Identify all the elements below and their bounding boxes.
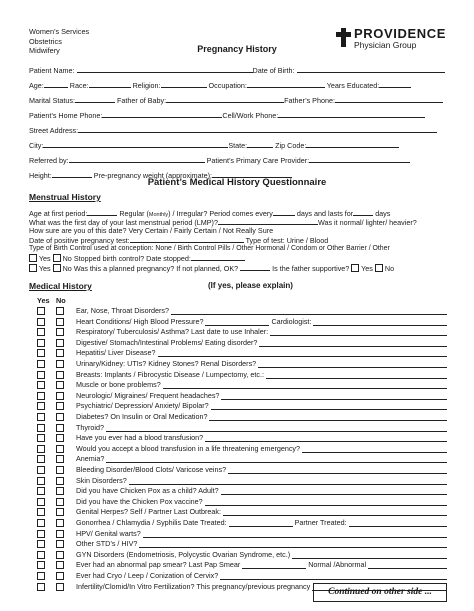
item-label: Muscle or bone problems? xyxy=(76,380,161,390)
answer-line[interactable] xyxy=(158,356,447,357)
years-educated-field[interactable] xyxy=(379,80,411,88)
department-line: Midwifery xyxy=(29,46,60,56)
label: Yes xyxy=(38,254,51,263)
medical-history-item xyxy=(76,582,310,592)
answer-line[interactable] xyxy=(221,399,447,400)
label: Father’s Phone: xyxy=(284,96,335,105)
yes-checkbox[interactable] xyxy=(37,307,45,315)
medical-history-item xyxy=(76,486,219,496)
item-label: Bleeding Disorder/Blood Clots/ Varicose veins? xyxy=(76,465,227,474)
label: days and lasts for xyxy=(296,209,354,218)
label: Yes xyxy=(361,264,373,273)
no-checkbox[interactable] xyxy=(56,519,64,527)
planned-ok-field[interactable] xyxy=(240,263,270,271)
department-line: Obstetrics xyxy=(29,36,62,46)
answer-line[interactable] xyxy=(211,409,447,410)
answer-line[interactable] xyxy=(139,547,447,548)
marital-status-field[interactable] xyxy=(75,95,115,103)
label: days xyxy=(375,209,391,218)
label: Age: xyxy=(29,81,44,90)
yes-checkbox[interactable] xyxy=(37,328,45,336)
item-label: Urinary/Kidney: UTIs? Kidney Stones? Renal Disorders? xyxy=(76,359,257,368)
label: Patient Name: xyxy=(29,66,75,75)
item-label: Respiratory/ Tuberculosis/ Asthma? Last date to use Inhaler: xyxy=(76,327,269,337)
positive-test-date-field[interactable] xyxy=(130,235,244,243)
street-address-field[interactable] xyxy=(78,125,437,133)
medical-history-item xyxy=(76,348,156,358)
label: Yes xyxy=(38,264,51,273)
medical-history-item xyxy=(76,550,290,560)
no-checkbox[interactable] xyxy=(375,264,383,272)
yes-checkbox[interactable] xyxy=(37,445,45,453)
medical-history-item xyxy=(76,338,257,348)
label: Cell/Work Phone: xyxy=(222,111,279,120)
yes-checkbox[interactable] xyxy=(37,477,45,485)
no-checkbox[interactable] xyxy=(56,360,64,368)
label: Marital Status: xyxy=(29,96,75,105)
item-label: Gonorrhea / Chlamydia / Syphilis Date Treated: xyxy=(76,518,227,527)
answer-line[interactable] xyxy=(313,325,447,326)
label: City: xyxy=(29,141,44,150)
yes-checkbox[interactable] xyxy=(37,508,45,516)
item-label: Thyroid? xyxy=(76,422,104,432)
yes-checkbox[interactable] xyxy=(37,349,45,357)
answer-line[interactable] xyxy=(270,335,447,336)
yes-checkbox[interactable] xyxy=(37,487,45,495)
label: Street Address: xyxy=(29,126,79,135)
religion-field[interactable] xyxy=(161,80,207,88)
medical-history-item xyxy=(76,518,347,528)
medical-history-item xyxy=(76,317,311,327)
father-phone-field[interactable] xyxy=(335,95,443,103)
medical-history-item xyxy=(76,560,366,570)
no-checkbox[interactable] xyxy=(56,339,64,347)
label: ) / Irregular? Period comes every xyxy=(168,209,273,218)
yes-checkbox[interactable] xyxy=(37,339,45,347)
no-checkbox[interactable] xyxy=(56,349,64,357)
label: Referred by: xyxy=(29,156,69,165)
answer-line[interactable] xyxy=(229,526,293,527)
primary-care-provider-field[interactable] xyxy=(309,155,410,163)
medical-history-item xyxy=(76,306,169,316)
referred-by-field[interactable] xyxy=(69,155,205,163)
street-row xyxy=(29,125,437,136)
menstrual-row-7 xyxy=(29,263,394,274)
race-field[interactable] xyxy=(89,80,131,88)
page-title: Pregnancy History xyxy=(197,44,277,54)
medical-history-item xyxy=(76,529,141,539)
item-label: Cardiologist: xyxy=(271,316,312,326)
marital-row xyxy=(29,95,443,106)
item-label: Did you have the Chicken Pox vaccine? xyxy=(76,496,203,506)
answer-line[interactable] xyxy=(349,526,447,527)
father-of-baby-field[interactable] xyxy=(166,95,284,103)
item-label: Heart Conditions/ High Blood Pressure? xyxy=(76,316,204,326)
item-label: Have you ever had a blood transfusion? xyxy=(76,433,204,443)
answer-line[interactable] xyxy=(258,367,447,368)
yes-checkbox[interactable] xyxy=(37,530,45,538)
label: Was it normal/ lighter/ heavier? xyxy=(317,218,417,227)
yes-checkbox[interactable] xyxy=(37,572,45,580)
yes-checkbox[interactable] xyxy=(29,264,37,272)
medical-history-item xyxy=(76,412,207,422)
no-checkbox[interactable] xyxy=(56,455,64,463)
item-label: GYN Disorders (Endometriosis, Polycystic Ovarian Syndrome, etc.) xyxy=(76,549,291,559)
yes-checkbox[interactable] xyxy=(37,561,45,569)
medical-history-item xyxy=(76,507,221,517)
label: Regular ( xyxy=(119,209,149,218)
answer-line[interactable] xyxy=(106,462,447,463)
no-checkbox[interactable] xyxy=(56,508,64,516)
answer-line[interactable] xyxy=(242,568,306,569)
yes-column-header: Yes xyxy=(37,296,50,305)
item-label: Infertility/Clomid/In Vitro Fertilization? This pregnancy/previous pregnancy xyxy=(76,581,311,591)
answer-line[interactable] xyxy=(171,314,447,315)
department-line: Women’s Services xyxy=(29,27,90,36)
answer-line[interactable] xyxy=(368,568,447,569)
label: State: xyxy=(228,141,248,150)
cycle-days-field[interactable] xyxy=(273,208,295,216)
label: No xyxy=(384,264,395,273)
yes-checkbox[interactable] xyxy=(37,360,45,368)
item-label: Would you accept a blood transfusion in a life threatening emergency? xyxy=(76,443,301,453)
label: Age at first period: xyxy=(29,209,88,218)
no-checkbox[interactable] xyxy=(56,413,64,421)
no-checkbox[interactable] xyxy=(56,328,64,336)
age-field[interactable] xyxy=(44,80,68,88)
medical-history-item xyxy=(76,370,264,380)
patient-name-field[interactable] xyxy=(77,65,253,73)
referred-row xyxy=(29,155,410,166)
medical-history-item xyxy=(76,476,127,486)
yes-checkbox[interactable] xyxy=(37,519,45,527)
yes-checkbox[interactable] xyxy=(37,402,45,410)
no-checkbox[interactable] xyxy=(56,530,64,538)
yes-checkbox[interactable] xyxy=(37,413,45,421)
no-checkbox[interactable] xyxy=(56,318,64,326)
answer-line[interactable] xyxy=(266,378,447,379)
yes-checkbox[interactable] xyxy=(37,455,45,463)
label: Height: xyxy=(29,171,52,180)
label: Stopped birth control? Date stopped: xyxy=(73,254,191,263)
no-checkbox[interactable] xyxy=(56,583,64,591)
no-checkbox[interactable] xyxy=(56,424,64,432)
no-checkbox[interactable] xyxy=(53,264,61,272)
item-label: HPV/ Genital warts? xyxy=(76,528,141,538)
item-label: Did you have Chicken Pox as a child? Adult? xyxy=(76,486,219,496)
label: No xyxy=(62,264,72,273)
answer-line[interactable] xyxy=(143,537,447,538)
medical-history-item xyxy=(76,380,161,390)
item-label: Ever had Cryo / Leep / Conization of Cervix? xyxy=(76,571,219,580)
yes-checkbox[interactable] xyxy=(37,371,45,379)
yes-checkbox[interactable] xyxy=(351,264,359,272)
item-label: Ever had an abnormal pap smear? Last Pap Smear xyxy=(76,560,241,570)
answer-line[interactable] xyxy=(163,388,447,389)
zip-code-field[interactable] xyxy=(306,140,399,148)
medical-history-item xyxy=(76,423,104,433)
medical-history-item xyxy=(76,497,203,507)
date-of-birth-field[interactable] xyxy=(297,65,445,73)
no-checkbox[interactable] xyxy=(56,466,64,474)
cell-phone-field[interactable] xyxy=(278,110,425,118)
item-label: Hepatitis/ Liver Disease? xyxy=(76,348,156,358)
yes-checkbox[interactable] xyxy=(37,392,45,400)
medical-history-item xyxy=(76,454,104,464)
demographics-row xyxy=(29,80,411,91)
label: Pre-pregnancy weight (approximate): xyxy=(93,171,213,180)
label: Occupation: xyxy=(208,81,247,90)
label: Zip Code: xyxy=(275,141,307,150)
medical-history-item xyxy=(76,391,219,401)
no-checkbox[interactable] xyxy=(56,445,64,453)
label: Patient’s Primary Care Provider: xyxy=(206,156,310,165)
answer-line[interactable] xyxy=(209,420,447,421)
answer-line[interactable] xyxy=(292,558,447,559)
occupation-field[interactable] xyxy=(247,80,325,88)
answer-line[interactable] xyxy=(228,473,447,474)
medical-history-heading: Medical History xyxy=(29,281,92,291)
phone-row xyxy=(29,110,425,121)
answer-line[interactable] xyxy=(220,579,447,580)
medical-history-item xyxy=(76,433,203,443)
medical-history-item xyxy=(76,359,256,369)
answer-line[interactable] xyxy=(205,505,447,506)
item-label: Other STD’s / HIV? xyxy=(76,539,138,549)
medical-history-item xyxy=(76,539,137,549)
medical-history-item xyxy=(76,465,226,475)
menstrual-row-5: Type of Birth Control used at conception: None / Birth Control Pills / Other Hormonal / Condom or Other Barrier / Other xyxy=(29,245,390,252)
answer-line[interactable] xyxy=(106,431,447,432)
state-field[interactable] xyxy=(247,140,273,148)
menstrual-row-3: How sure are you of this date? Very Certain / Fairly Certain / Not Really Sure xyxy=(29,226,274,235)
item-label: Psychiatric/ Depression/ Anxiety/ Bipolar? xyxy=(76,401,209,411)
no-checkbox[interactable] xyxy=(56,402,64,410)
yes-checkbox[interactable] xyxy=(37,583,45,591)
no-checkbox[interactable] xyxy=(56,381,64,389)
yes-checkbox[interactable] xyxy=(37,498,45,506)
logo-name: PROVIDENCE xyxy=(354,26,446,41)
item-label: Ear, Nose, Throat Disorders? xyxy=(76,306,169,315)
no-checkbox[interactable] xyxy=(56,572,64,580)
no-checkbox[interactable] xyxy=(56,371,64,379)
no-checkbox[interactable] xyxy=(56,434,64,442)
no-checkbox[interactable] xyxy=(56,551,64,559)
yes-checkbox[interactable] xyxy=(29,254,37,262)
yes-checkbox[interactable] xyxy=(37,551,45,559)
item-label: Normal /Abnormal xyxy=(308,560,367,570)
label: Date of positive pregnancy test: xyxy=(29,236,130,245)
answer-line[interactable] xyxy=(259,346,447,347)
yes-checkbox[interactable] xyxy=(37,434,45,442)
item-label: Breasts: Implants / Fibrocystic Disease / Lumpectomy, etc.: xyxy=(76,369,265,379)
medical-history-item xyxy=(76,327,268,337)
no-checkbox[interactable] xyxy=(53,254,61,262)
explain-note: (If yes, please explain) xyxy=(208,281,293,290)
answer-line[interactable] xyxy=(205,325,269,326)
item-label: Anemia? xyxy=(76,454,105,464)
city-row xyxy=(29,140,399,151)
medical-history-item xyxy=(76,444,300,454)
medical-history-item xyxy=(76,401,209,411)
yes-checkbox[interactable] xyxy=(37,466,45,474)
yes-checkbox[interactable] xyxy=(37,540,45,548)
yes-checkbox[interactable] xyxy=(37,318,45,326)
continued-box: Continued on other side ... xyxy=(313,583,447,602)
label: Was this a planned pregnancy? If not planned, OK? xyxy=(73,264,239,273)
label: Father of Baby: xyxy=(116,96,167,105)
item-label: Diabetes? On Insulin or Oral Medication? xyxy=(76,412,208,421)
item-label: Neurologic/ Migraines/ Frequent headaches? xyxy=(76,390,220,400)
label: Race: xyxy=(69,81,89,90)
menstrual-history-heading: Menstrual History xyxy=(29,192,101,202)
period-length-field[interactable] xyxy=(353,208,373,216)
date-stopped-field[interactable] xyxy=(191,253,245,261)
no-checkbox[interactable] xyxy=(56,392,64,400)
no-checkbox[interactable] xyxy=(56,477,64,485)
city-field[interactable] xyxy=(43,140,228,148)
item-label: Skin Disorders? xyxy=(76,475,127,485)
no-checkbox[interactable] xyxy=(56,307,64,315)
label: What was the first day of your last menstrual period (LMP)? xyxy=(29,218,218,227)
yes-checkbox[interactable] xyxy=(37,424,45,432)
lmp-date-field[interactable] xyxy=(218,217,318,225)
answer-line[interactable] xyxy=(302,452,447,453)
questionnaire-title: Patient’s Medical History Questionnaire xyxy=(147,177,327,188)
label: No xyxy=(62,254,72,263)
label: Date of Birth: xyxy=(252,66,295,75)
label: Monthly xyxy=(148,212,169,218)
no-column-header: No xyxy=(56,296,66,305)
patient-name-row xyxy=(29,65,445,76)
first-period-age-field[interactable] xyxy=(87,208,117,216)
no-checkbox[interactable] xyxy=(56,498,64,506)
label: Religion: xyxy=(132,81,161,90)
answer-line[interactable] xyxy=(205,441,447,442)
yes-checkbox[interactable] xyxy=(37,381,45,389)
no-checkbox[interactable] xyxy=(56,561,64,569)
item-label: Digestive/ Stomach/Intestinal Problems/ Eating disorder? xyxy=(76,337,258,347)
answer-line[interactable] xyxy=(129,484,447,485)
label: Years Educated: xyxy=(326,81,380,90)
no-checkbox[interactable] xyxy=(56,540,64,548)
answer-line[interactable] xyxy=(221,494,447,495)
label: Is the father supportive? xyxy=(272,264,350,273)
logo-subtitle: Physician Group xyxy=(354,40,417,50)
item-label: Partner Treated: xyxy=(294,518,347,527)
medical-history-item xyxy=(76,571,218,581)
answer-line[interactable] xyxy=(223,515,447,516)
no-checkbox[interactable] xyxy=(56,487,64,495)
item-label: Genital Herpes? Self / Partner Last Outbreak: xyxy=(76,507,222,517)
label: Patient’s Home Phone: xyxy=(29,111,103,120)
home-phone-field[interactable] xyxy=(102,110,222,118)
label: Type of test: Urine / Blood xyxy=(245,236,329,245)
